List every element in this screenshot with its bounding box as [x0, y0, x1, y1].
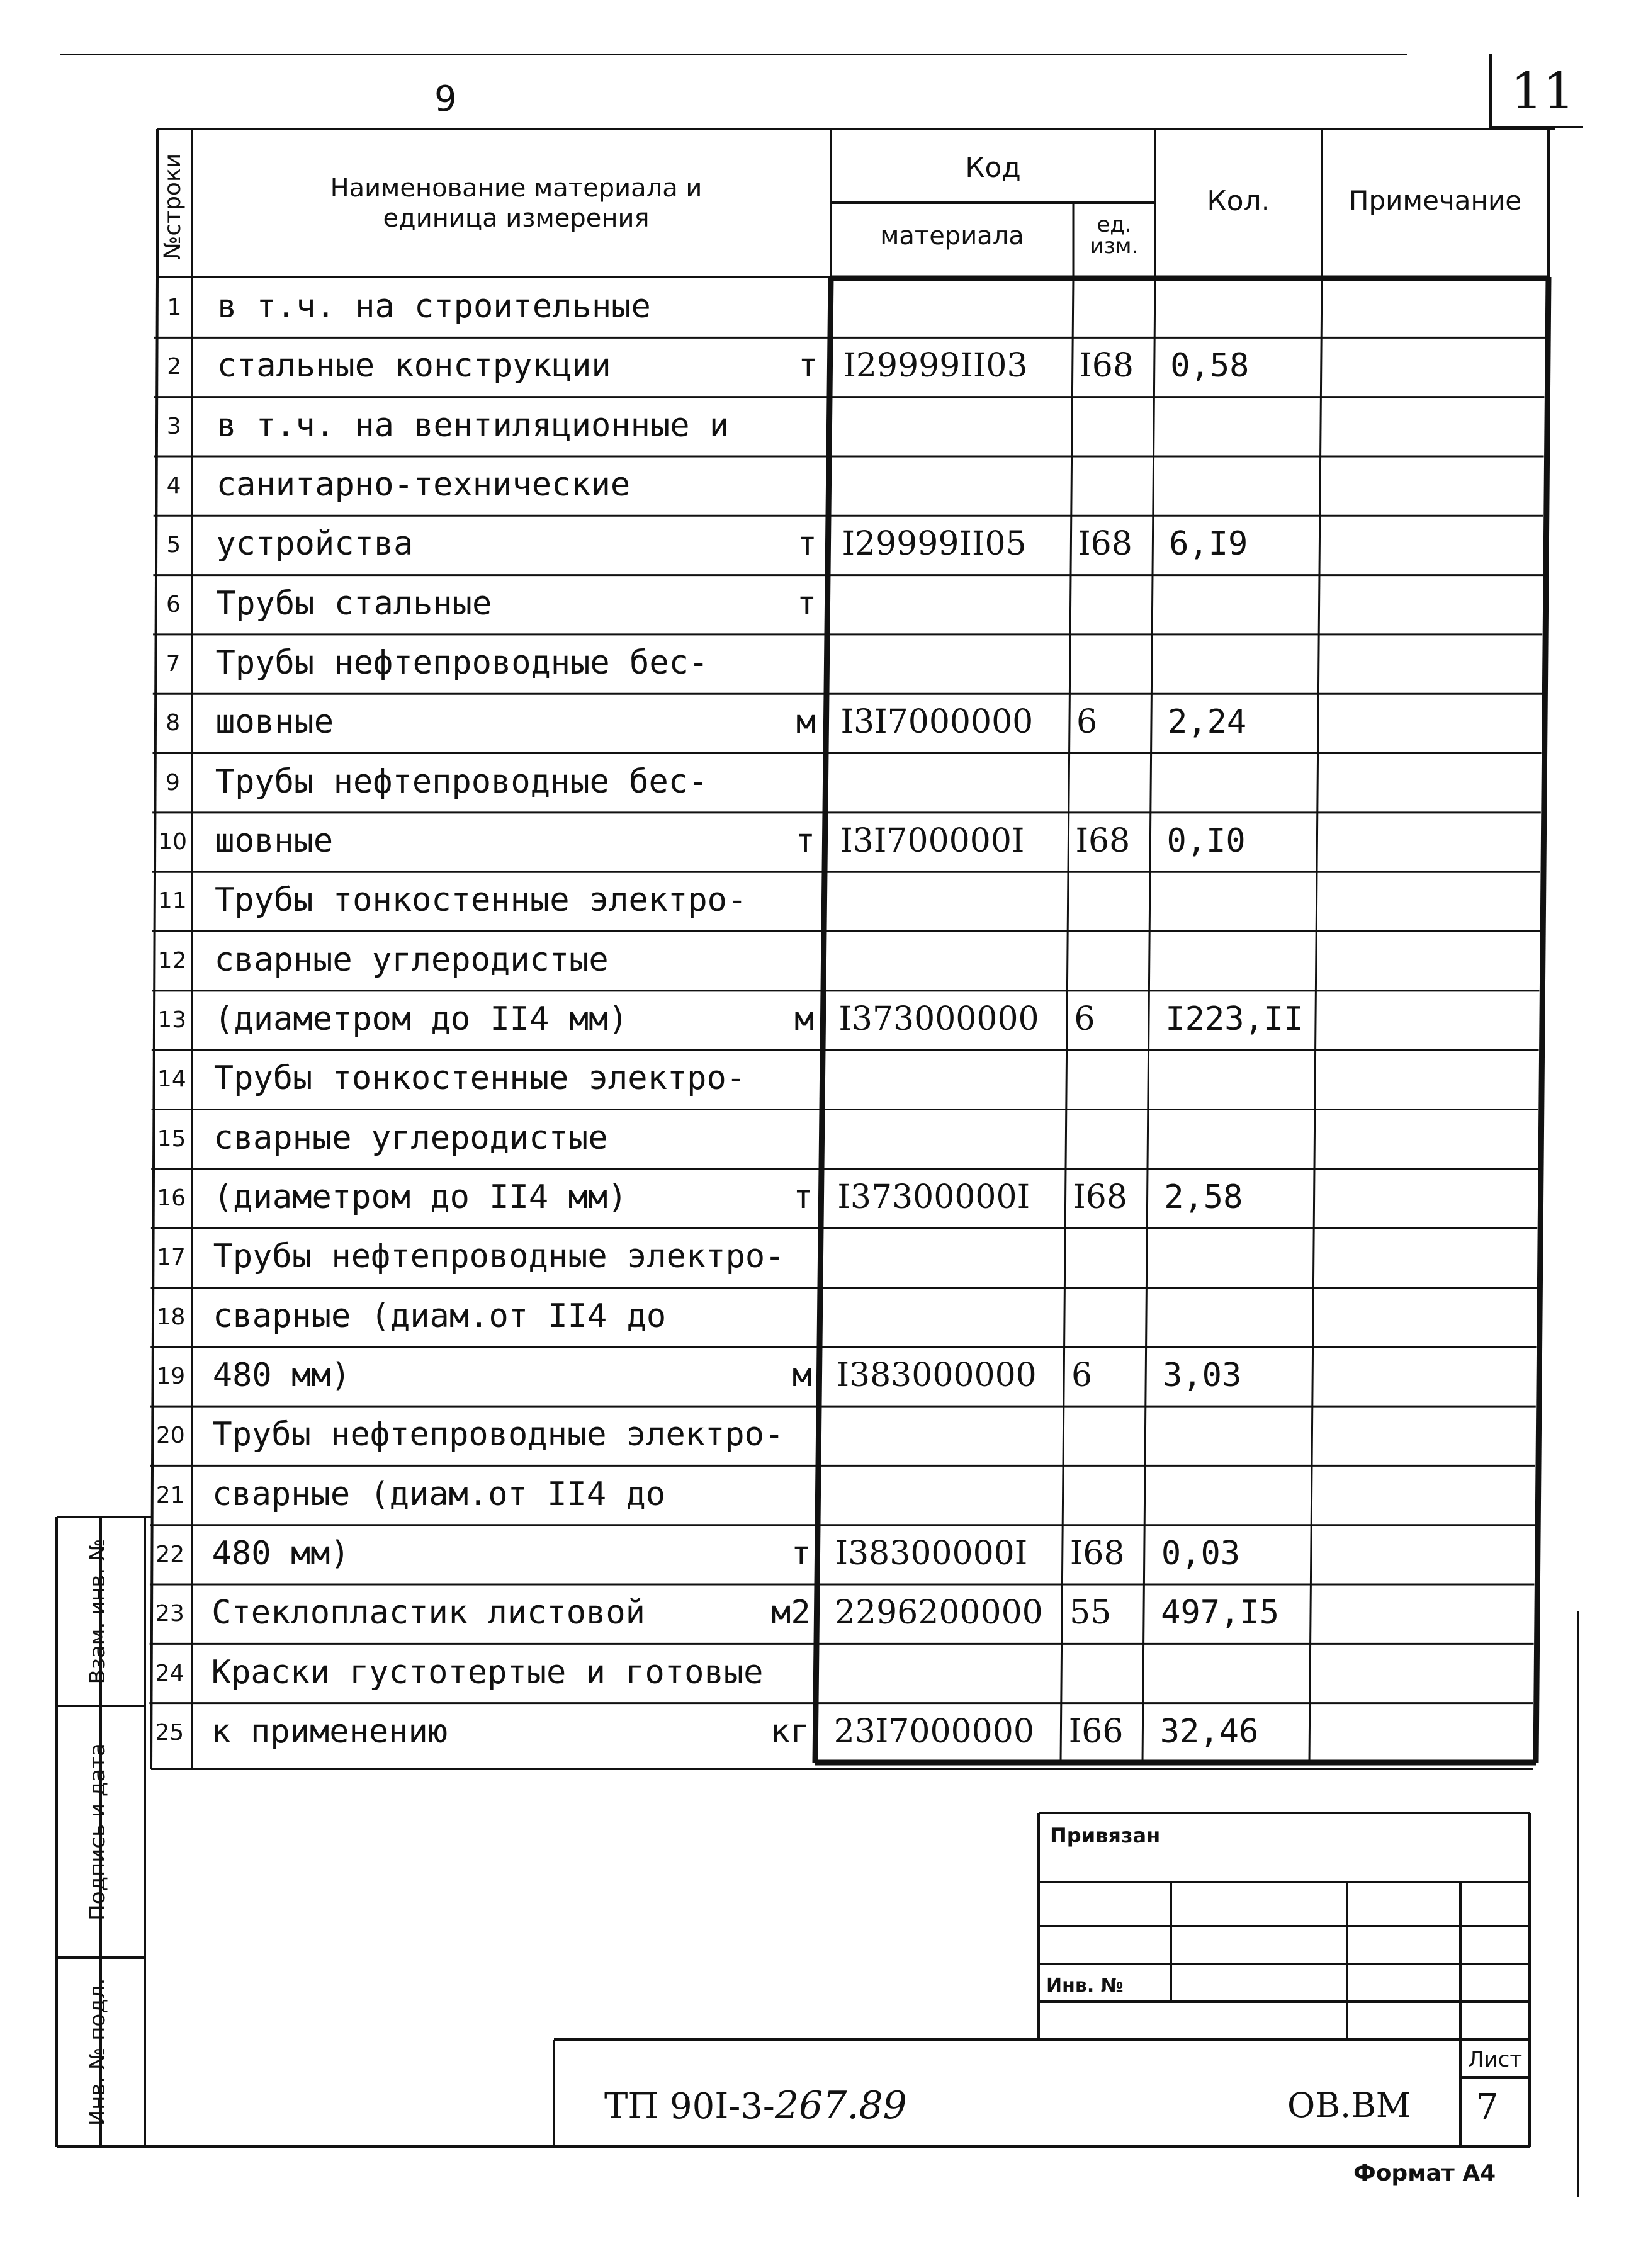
row-name: Стеклопластик листовой: [212, 1594, 645, 1632]
row-qty: 2,24: [1167, 703, 1247, 742]
row-code: I29999II05: [842, 525, 1027, 563]
row-code-unit: 6: [1071, 1356, 1093, 1394]
row-name: Трубы тонкостенные электро-: [215, 881, 747, 920]
table-row: [0, 575, 1636, 635]
header-code: Код: [965, 152, 1021, 184]
row-number: 24: [155, 1660, 184, 1686]
table-row: [0, 1050, 1636, 1109]
row-qty: 497,I5: [1161, 1594, 1279, 1632]
row-number: 11: [157, 888, 187, 915]
row-name: в т.ч. на вентиляционные и: [217, 406, 730, 444]
row-number: 20: [156, 1423, 185, 1449]
row-number: 21: [155, 1482, 185, 1508]
row-code: 23I7000000: [833, 1712, 1034, 1751]
row-unit: т: [791, 1534, 811, 1572]
row-qty: 0,03: [1161, 1534, 1241, 1572]
row-unit: т: [796, 584, 817, 623]
row-unit: кг: [770, 1712, 810, 1751]
row-name: шовные: [215, 822, 334, 860]
row-qty: I223,II: [1165, 1000, 1304, 1038]
row-number: 12: [157, 947, 187, 974]
row-qty: 6,I9: [1169, 525, 1248, 563]
row-number: 2: [167, 354, 182, 380]
row-number: 23: [155, 1601, 184, 1627]
header-code-unit: ед. изм.: [1090, 212, 1139, 259]
format-label: Формат А4: [1353, 2160, 1496, 2186]
header-qty: Кол.: [1207, 185, 1270, 217]
row-name: 480 мм): [212, 1356, 351, 1394]
row-name: (диаметром до II4 мм): [214, 1000, 628, 1038]
row-name: Трубы стальные: [216, 584, 492, 623]
stamp-privyazan: Привязан: [1050, 1824, 1161, 1848]
table-row: [0, 1465, 1636, 1525]
row-number: 16: [157, 1185, 186, 1211]
row-name: Трубы нефтепроводные электро-: [212, 1416, 784, 1454]
table-row: [0, 1169, 1636, 1228]
row-name: (диаметром до II4 мм): [213, 1178, 628, 1216]
table-row: [0, 1406, 1636, 1465]
table-row: [0, 872, 1636, 931]
table-row: [0, 1109, 1636, 1168]
table-row: [0, 932, 1636, 991]
stamp-sheet-label: Лист: [1468, 2047, 1523, 2072]
stamp-designation: [604, 2084, 907, 2128]
row-code-unit: I68: [1073, 1178, 1127, 1216]
row-name: сварные (диам.от II4 до: [212, 1475, 666, 1513]
row-unit: т: [798, 347, 818, 385]
row-number: 18: [156, 1304, 186, 1330]
row-unit: м: [792, 1356, 812, 1394]
row-unit: т: [793, 1178, 813, 1216]
right-margin-rule: [1577, 1611, 1579, 2197]
table-row: [0, 694, 1636, 753]
table-row: [0, 1287, 1636, 1346]
row-unit: м2: [771, 1594, 811, 1632]
header-row-number: №строки: [160, 153, 186, 260]
row-number: 17: [156, 1244, 186, 1271]
row-code-unit: I68: [1069, 1534, 1125, 1572]
row-number: 14: [157, 1066, 186, 1093]
stamp-inv-no: Инв. №: [1046, 1975, 1124, 1997]
row-number: 9: [165, 769, 180, 796]
table-row: [0, 456, 1636, 516]
row-code-unit: I68: [1078, 525, 1132, 563]
row-code: 2296200000: [834, 1594, 1043, 1632]
table-row: [0, 516, 1636, 575]
row-number: 1: [167, 295, 182, 321]
row-name: сварные углеродистые: [214, 940, 609, 979]
side-podpis-data: Подпись и дата: [85, 1743, 110, 1921]
row-name: сварные (диам.от II4 до: [213, 1297, 667, 1335]
row-number: 22: [155, 1541, 185, 1567]
row-unit: т: [797, 525, 817, 563]
row-number: 8: [166, 710, 181, 736]
row-unit: м: [794, 1000, 815, 1038]
table-row: [0, 753, 1636, 813]
row-code-unit: 6: [1076, 703, 1098, 742]
row-name: 480 мм): [212, 1534, 350, 1572]
row-number: 3: [166, 413, 181, 439]
row-number: 10: [158, 829, 188, 855]
table-row: [0, 1228, 1636, 1287]
row-number: 4: [166, 473, 181, 499]
stamp-sheet-value: 7: [1476, 2087, 1499, 2128]
row-qty: 2,58: [1164, 1178, 1243, 1216]
row-name: Трубы нефтепроводные электро-: [213, 1238, 785, 1276]
table-row: [0, 1644, 1636, 1703]
table-row: [0, 991, 1636, 1050]
designation-handwritten: 267.89: [774, 2084, 907, 2128]
row-number: 15: [157, 1126, 186, 1152]
header-note: Примечание: [1348, 185, 1522, 216]
row-number: 13: [157, 1007, 187, 1033]
row-number: 5: [166, 532, 181, 558]
row-name: устройства: [216, 525, 414, 563]
page-number: 9: [434, 79, 457, 120]
table-row: [0, 1703, 1636, 1763]
row-name: в т.ч. на строительные: [217, 288, 651, 326]
table-row: [0, 813, 1636, 872]
row-code-unit: I68: [1075, 822, 1131, 860]
row-code: I373000000: [838, 1000, 1039, 1038]
row-code-unit: I68: [1079, 347, 1134, 385]
row-unit: т: [795, 822, 815, 860]
table-row: [0, 1347, 1636, 1406]
row-name: Краски густотертые и готовые: [211, 1653, 764, 1691]
corner-number: 11: [1511, 62, 1575, 120]
row-qty: 0,I0: [1166, 822, 1246, 860]
row-number: 7: [166, 651, 181, 677]
row-code: I3I7000000: [840, 703, 1034, 742]
row-number: 6: [166, 591, 181, 618]
table-row: [0, 278, 1636, 337]
table-row: [0, 635, 1636, 694]
row-code-unit: 55: [1069, 1594, 1112, 1632]
table-row: [0, 1525, 1636, 1584]
row-code: I383000000: [836, 1356, 1037, 1394]
row-number: 25: [155, 1719, 184, 1746]
row-code-unit: 6: [1074, 1000, 1095, 1038]
designation-printed: ТП 90I-3-: [604, 2086, 775, 2127]
row-qty: 0,58: [1170, 347, 1250, 385]
row-name: сварные углеродистые: [213, 1119, 608, 1157]
row-name: к применению: [211, 1712, 448, 1751]
row-name: Трубы нефтепроводные бес-: [215, 644, 709, 682]
side-inv-podl: Инв. № подл.: [85, 1978, 110, 2126]
header-name: Наименование материала и единица измерения: [330, 174, 702, 233]
row-name: шовные: [215, 703, 334, 742]
row-code: I37300000I: [837, 1178, 1030, 1216]
row-qty: 3,03: [1163, 1356, 1242, 1394]
row-number: 19: [156, 1363, 186, 1389]
row-name: стальные конструкции: [217, 347, 611, 385]
row-name: Трубы тонкостенные электро-: [213, 1059, 747, 1098]
header-code-material: материала: [880, 222, 1024, 251]
table-row: [0, 1584, 1636, 1644]
table-row: [0, 397, 1636, 456]
side-vzam-inv: Взам. инв. №: [85, 1538, 110, 1684]
row-code: I29999II03: [843, 347, 1028, 385]
row-name: Трубы нефтепроводные бес-: [215, 762, 708, 801]
row-name: санитарно-технические: [216, 466, 631, 504]
row-qty: 32,46: [1159, 1712, 1259, 1751]
row-code: I3I700000I: [840, 822, 1025, 860]
table-row: [0, 337, 1636, 397]
row-code: I38300000I: [835, 1534, 1028, 1572]
row-code-unit: I66: [1068, 1712, 1124, 1751]
row-unit: м: [796, 703, 816, 742]
stamp-mark: ОВ.ВМ: [1287, 2085, 1411, 2125]
